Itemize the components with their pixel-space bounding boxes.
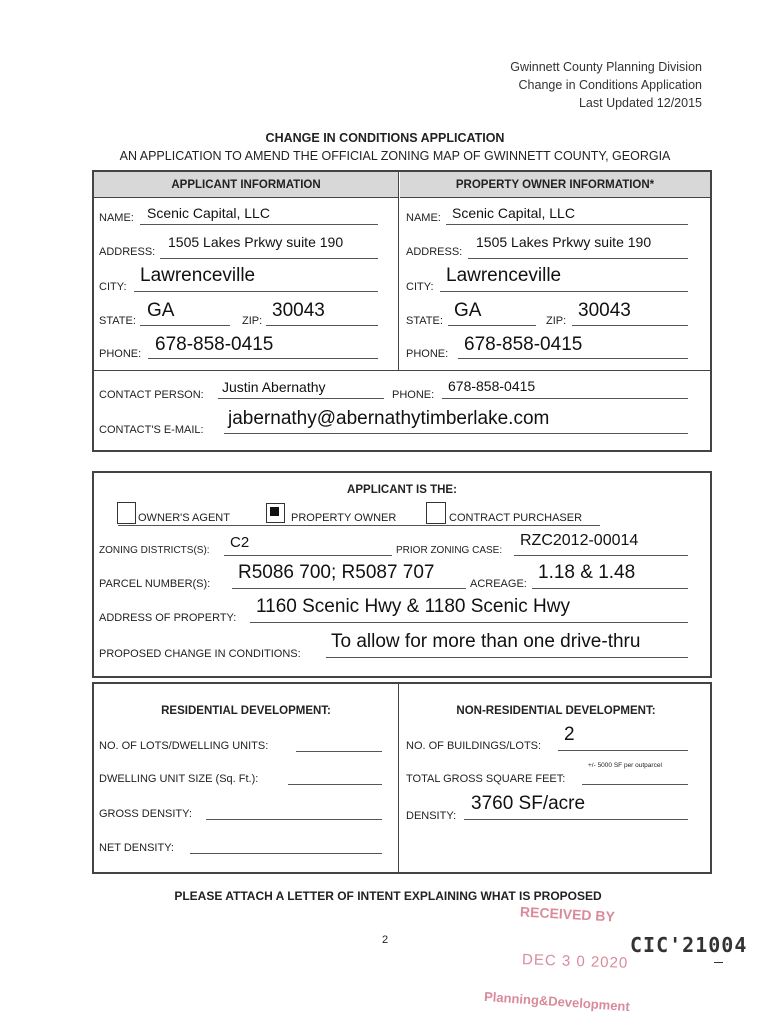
contract-purchaser-label: CONTRACT PURCHASER (449, 512, 583, 524)
owner-name-label: NAME: (406, 212, 441, 224)
contact-divider (94, 370, 710, 371)
owner-address[interactable]: 1505 Lakes Prkwy suite 190 (476, 234, 652, 250)
unit-size-line[interactable] (288, 784, 382, 785)
net-density-label: NET DENSITY: (99, 842, 174, 854)
property-owner-label: PROPERTY OWNER (291, 512, 397, 524)
owner-zip-label: ZIP: (546, 315, 567, 327)
contact-person[interactable]: Justin Abernathy (222, 379, 326, 395)
lots-units-label: NO. OF LOTS/DWELLING UNITS: (99, 740, 269, 752)
property-owner-checkbox[interactable] (266, 503, 285, 523)
applicant-city[interactable]: Lawrenceville (140, 265, 256, 286)
owner-zip-line (572, 325, 688, 326)
contact-phone-line (442, 398, 688, 399)
owner-state-label: STATE: (406, 315, 443, 327)
applicant-city-line (134, 291, 378, 292)
applicant-is-heading: APPLICANT IS THE: (347, 484, 457, 496)
development-divider (398, 684, 399, 872)
case-number-dash (714, 962, 723, 963)
parcel-number-line (232, 588, 466, 589)
unit-size-label: DWELLING UNIT SIZE (Sq. Ft.): (99, 773, 259, 785)
applicant-state[interactable]: GA (147, 300, 175, 321)
owner-address-label: ADDRESS: (406, 246, 463, 258)
prior-zoning-case-line (514, 555, 688, 556)
prior-zoning-case[interactable]: RZC2012-00014 (520, 532, 639, 549)
applicant-zip-line (266, 325, 378, 326)
parcel-number[interactable]: R5086 700; R5087 707 (238, 562, 435, 583)
property-address-label: ADDRESS OF PROPERTY: (99, 612, 237, 624)
header-form: Change in Conditions Application (518, 78, 702, 92)
gross-density-label: GROSS DENSITY: (99, 808, 192, 820)
applicant-phone-label: PHONE: (99, 348, 142, 360)
proposed-change-line (326, 657, 688, 658)
owner-city[interactable]: Lawrenceville (446, 265, 562, 286)
applicant-phone[interactable]: 678-858-0415 (155, 334, 274, 355)
stamp-received: RECEIVED BY (519, 903, 616, 925)
owner-phone[interactable]: 678-858-0415 (464, 334, 583, 355)
page-subtitle: AN APPLICATION TO AMEND THE OFFICIAL ZONING MAP OF GWINNETT COUNTY, GEORGIA (119, 149, 671, 163)
applicant-state-line (140, 325, 230, 326)
net-density-line[interactable] (190, 853, 382, 854)
buildings-lots[interactable]: 2 (564, 724, 575, 745)
applicant-name[interactable]: Scenic Capital, LLC (147, 205, 270, 221)
non-residential-heading: NON-RESIDENTIAL DEVELOPMENT: (456, 705, 656, 717)
contact-phone[interactable]: 678-858-0415 (448, 378, 536, 394)
owner-city-line (440, 291, 688, 292)
applicant-info-heading: APPLICANT INFORMATION (94, 172, 398, 198)
header-block (510, 58, 702, 112)
zoning-district[interactable]: C2 (230, 534, 250, 551)
owner-address-line (468, 258, 688, 259)
density-label: DENSITY: (406, 810, 457, 822)
owner-phone-label: PHONE: (406, 348, 449, 360)
contact-person-label: CONTACT PERSON: (99, 389, 204, 401)
applicant-state-label: STATE: (99, 315, 136, 327)
proposed-change-label: PROPOSED CHANGE IN CONDITIONS: (99, 648, 301, 660)
applicant-phone-line (148, 358, 378, 359)
page-number: 2 (382, 934, 389, 946)
applicant-address-label: ADDRESS: (99, 246, 156, 258)
owner-phone-line (458, 358, 688, 359)
stamp-department: Planning&Development (483, 988, 631, 1015)
owner-city-label: CITY: (406, 281, 434, 293)
contract-purchaser-checkbox[interactable] (426, 502, 446, 524)
proposed-change[interactable]: To allow for more than one drive-thru (331, 631, 641, 652)
applicant-zip-label: ZIP: (242, 315, 263, 327)
owner-info-heading: PROPERTY OWNER INFORMATION* (400, 172, 710, 198)
acreage-line (532, 588, 688, 589)
owner-name-line (446, 224, 688, 225)
acreage-label: ACREAGE: (470, 578, 527, 590)
property-address[interactable]: 1160 Scenic Hwy & 1180 Scenic Hwy (256, 596, 571, 617)
applicant-address-line (160, 258, 378, 259)
parcel-number-label: PARCEL NUMBER(S): (99, 578, 211, 590)
sqft-note: +/- 5000 SF per outparcel (588, 762, 662, 769)
density[interactable]: 3760 SF/acre (471, 793, 586, 814)
prior-zoning-case-label: PRIOR ZONING CASE: (396, 545, 503, 556)
contact-email-line (224, 433, 688, 434)
buildings-lots-label: NO. OF BUILDINGS/LOTS: (406, 740, 542, 752)
contact-person-line (218, 398, 384, 399)
acreage[interactable]: 1.18 & 1.48 (538, 562, 636, 583)
applicant-address[interactable]: 1505 Lakes Prkwy suite 190 (168, 234, 344, 250)
header-updated: Last Updated 12/2015 (578, 96, 702, 110)
letter-of-intent-notice: PLEASE ATTACH A LETTER OF INTENT EXPLAINING WHAT IS PROPOSED (174, 889, 602, 903)
gross-sqft-line[interactable] (582, 784, 688, 785)
owner-state-line (448, 325, 536, 326)
gross-sqft-label: TOTAL GROSS SQUARE FEET: (406, 773, 566, 785)
property-address-line (250, 622, 688, 623)
lots-units-line[interactable] (296, 751, 382, 752)
density-line (464, 819, 688, 820)
owner-zip[interactable]: 30043 (578, 300, 631, 321)
zoning-district-line (224, 555, 392, 556)
zoning-district-label: ZONING DISTRICTS(S): (99, 545, 210, 556)
header-org: Gwinnett County Planning Division (510, 60, 702, 74)
gross-density-line[interactable] (206, 819, 382, 820)
contact-email[interactable]: jabernathy@abernathytimberlake.com (228, 408, 550, 429)
stamp-date: DEC 3 0 2020 (521, 951, 629, 972)
owner-name[interactable]: Scenic Capital, LLC (452, 205, 575, 221)
buildings-lots-line (558, 750, 688, 751)
owners-agent-label: OWNER'S AGENT (138, 512, 230, 524)
case-number-stamp: CIC'21004 (630, 933, 748, 957)
applicant-is-line (118, 525, 600, 526)
contact-phone-label: PHONE: (392, 389, 435, 401)
section-divider (398, 172, 399, 370)
owner-state[interactable]: GA (454, 300, 482, 321)
contact-email-label: CONTACT'S E-MAIL: (99, 424, 204, 436)
owners-agent-checkbox[interactable] (117, 502, 136, 524)
page-title: CHANGE IN CONDITIONS APPLICATION (265, 131, 505, 145)
applicant-name-label: NAME: (99, 212, 134, 224)
applicant-city-label: CITY: (99, 281, 127, 293)
applicant-name-line (140, 224, 378, 225)
applicant-zip[interactable]: 30043 (272, 300, 325, 321)
residential-heading: RESIDENTIAL DEVELOPMENT: (161, 705, 331, 717)
